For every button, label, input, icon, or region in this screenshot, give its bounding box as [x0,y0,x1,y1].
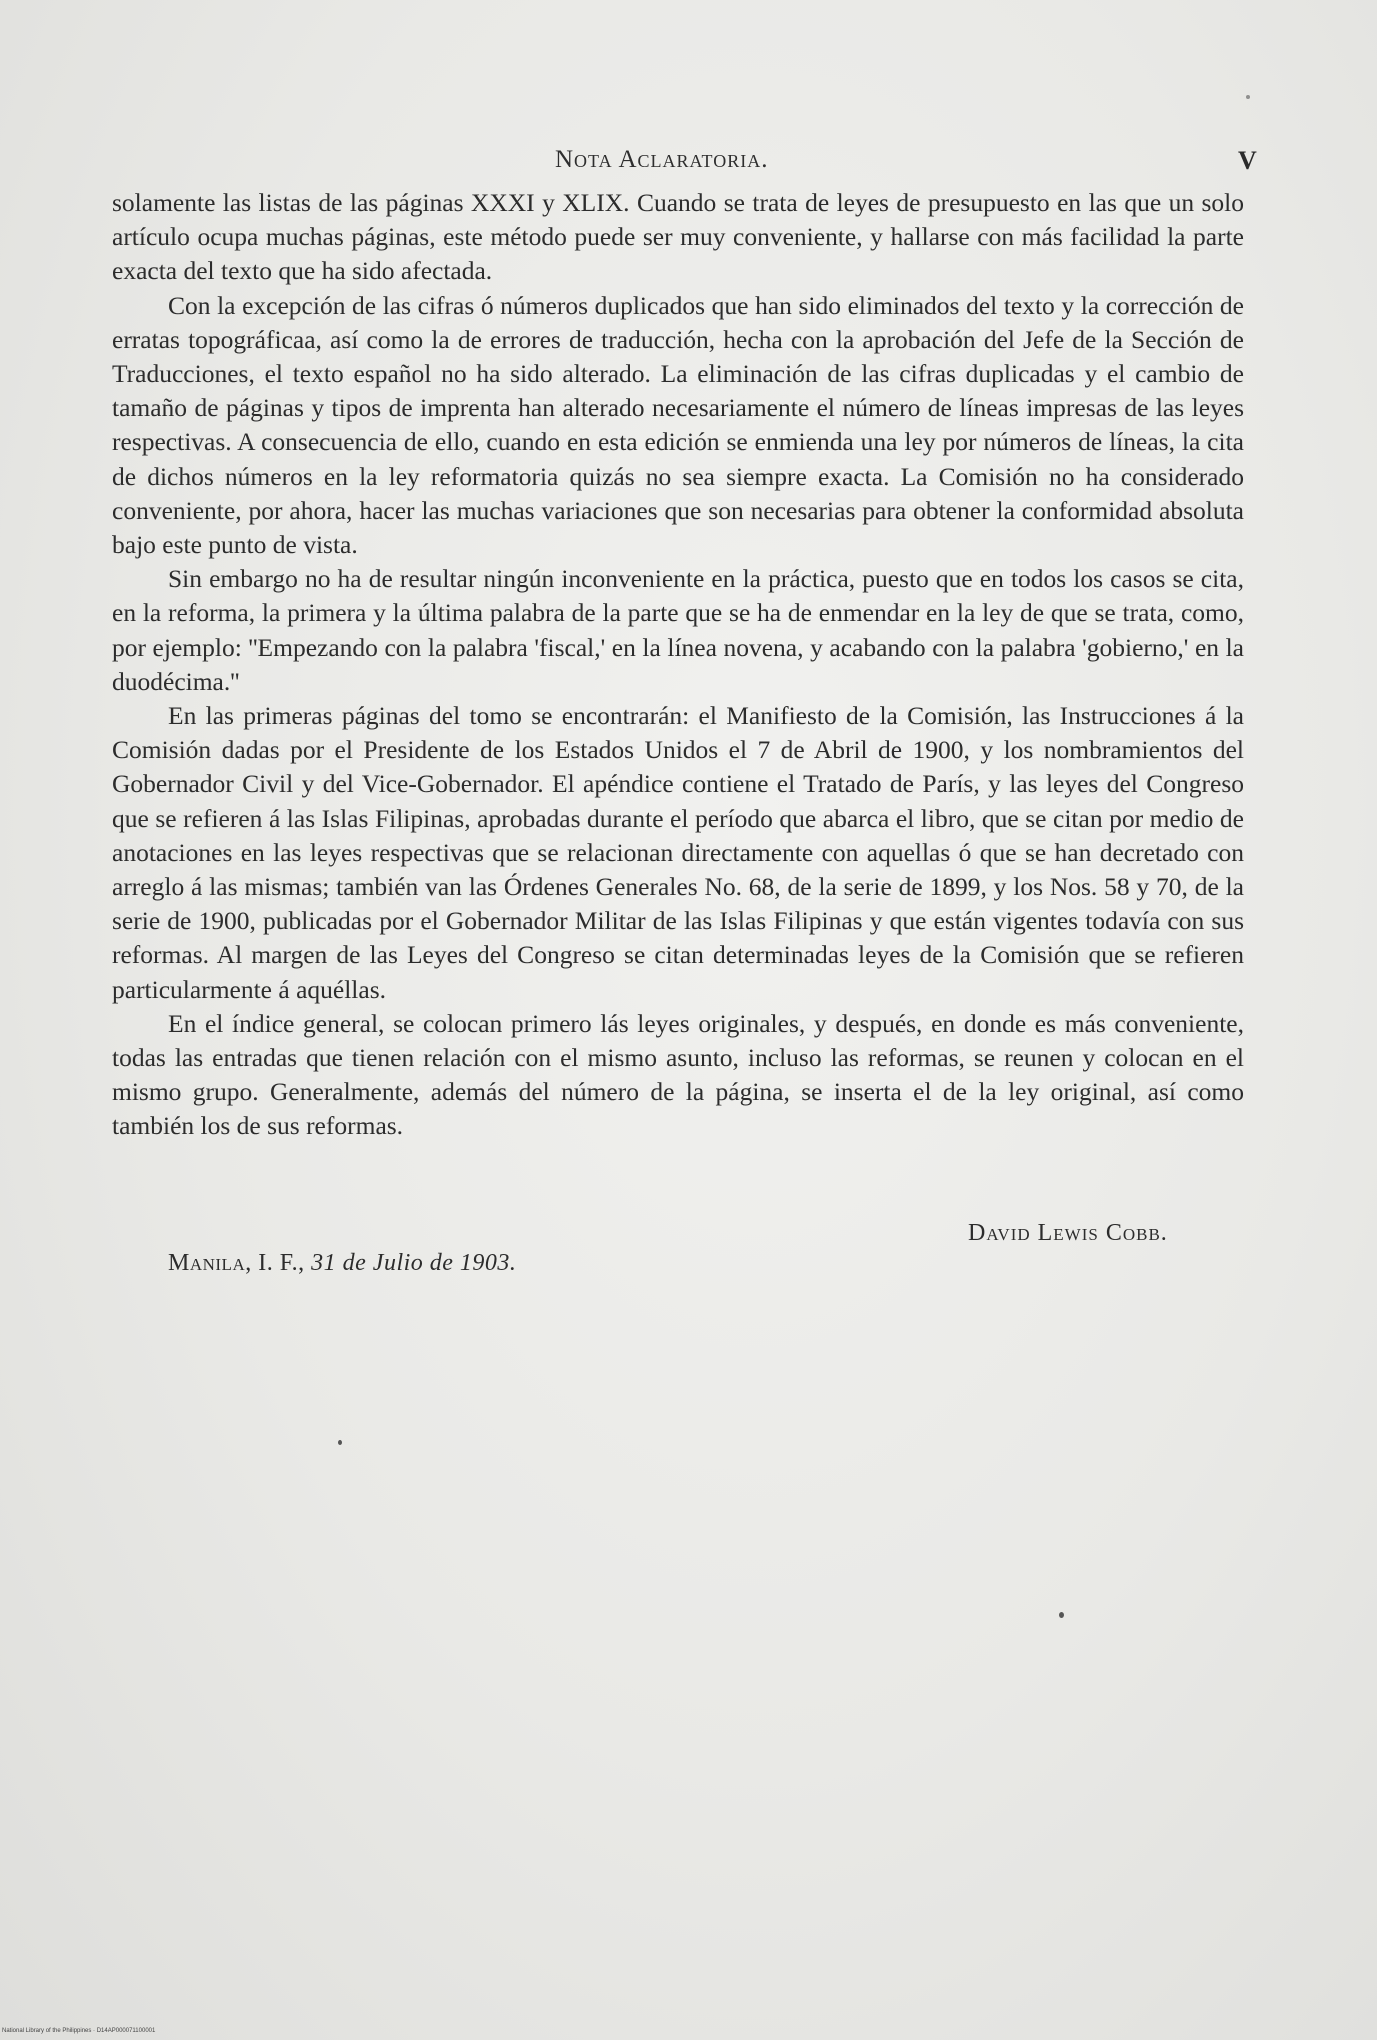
paper-speck [1059,1612,1064,1618]
footer-credit: National Library of the Philippines · D14AP000071100001 [2,2028,156,2034]
paper-speck [338,1440,342,1445]
signature: David Lewis Cobb. [968,1220,1168,1246]
running-title: Nota Aclaratoria. [555,146,769,173]
body-text [112,186,1244,1144]
running-head [0,140,1377,180]
paper-speck [1246,95,1250,99]
paragraph: Sin embargo no ha de resultar ningún inconveniente en la práctica, puesto que en todos los casos se cita, en la reforma, la primera y la última palabra de la parte que se ha de enmendar en la ley de que se trata, como, por ejemplo: ''Empezando con la palabra 'fiscal,' en la línea novena, y acabando con la palabra 'gobierno,' en la duodécima.'' [112,564,1244,696]
paragraph: Con la excepción de las cifras ó números duplicados que han sido eliminados del texto y la corrección de erratas topográficaa, así como la de errores de traducción, hecha con la aprobación del Jefe de la Sección de Traducciones, el texto español no ha sido alterado. La eliminación de las cifras duplicadas y el cambio de tamaño de páginas y tipos de imprenta han alterado necesariamente el número de líneas impresas de las leyes respectivas. A consecuencia de ello, cuando en esta edición se enmienda una ley por números de líneas, la cita de dichos números en la ley reformatoria quizás no sea siempre exacta. La Comisión no ha considerado conveniente, por ahora, hacer las muchas variaciones que son necesarias para obtener la conformidad absoluta bajo este punto de vista. [112,290,1244,560]
dateline [168,1250,516,1277]
paragraph: En las primeras páginas del tomo se encontrarán: el Manifiesto de la Comisión, las Instrucciones á la Comisión dadas por el Presidente de los Estados Unidos el 7 de Abril de 1900, y los nombramientos del Gobernador Civil y del Vice-Gobernador. El apéndice contiene el Tratado de París, y las leyes del Congreso que se refieren á las Islas Filipinas, aprobadas durante el período que abarca el libro, que se citan por medio de anotaciones en las leyes respectivas que se relacionan directamente con aquellas ó que se han decretado con arreglo á las mismas; también van las Órdenes Generales No. 68, de la serie de 1899, y los Nos. 58 y 70, de la serie de 1900, publicadas por el Gobernador Militar de las Islas Filipinas y que están vigentes todavía con sus reformas. Al margen de las Leyes del Congreso se citan determinadas leyes de la Comisión que se refieren particularmente á aquéllas. [112,701,1244,1004]
page-number: V [1238,146,1257,175]
dateline-place: Manila, I. F., [168,1250,305,1276]
dateline-date: 31 de Julio de 1903. [311,1250,517,1276]
paragraph: En el índice general, se colocan primero lás leyes originales, y después, en donde es más conveniente, todas las entradas que tienen relación con el mismo asunto, incluso las reformas, se reunen y colocan en el mismo grupo. Generalmente, además del número de la página, se inserta el de la ley original, así como también los de sus reformas. [112,1008,1244,1141]
paragraph-continued: solamente las listas de las páginas XXXI y XLIX. Cuando se trata de leyes de presupuesto en las que un solo artículo ocupa muchas páginas, este método puede ser muy conveniente, y hallarse con más facilidad la parte exacta del texto que ha sido afectada. [112,188,1244,286]
